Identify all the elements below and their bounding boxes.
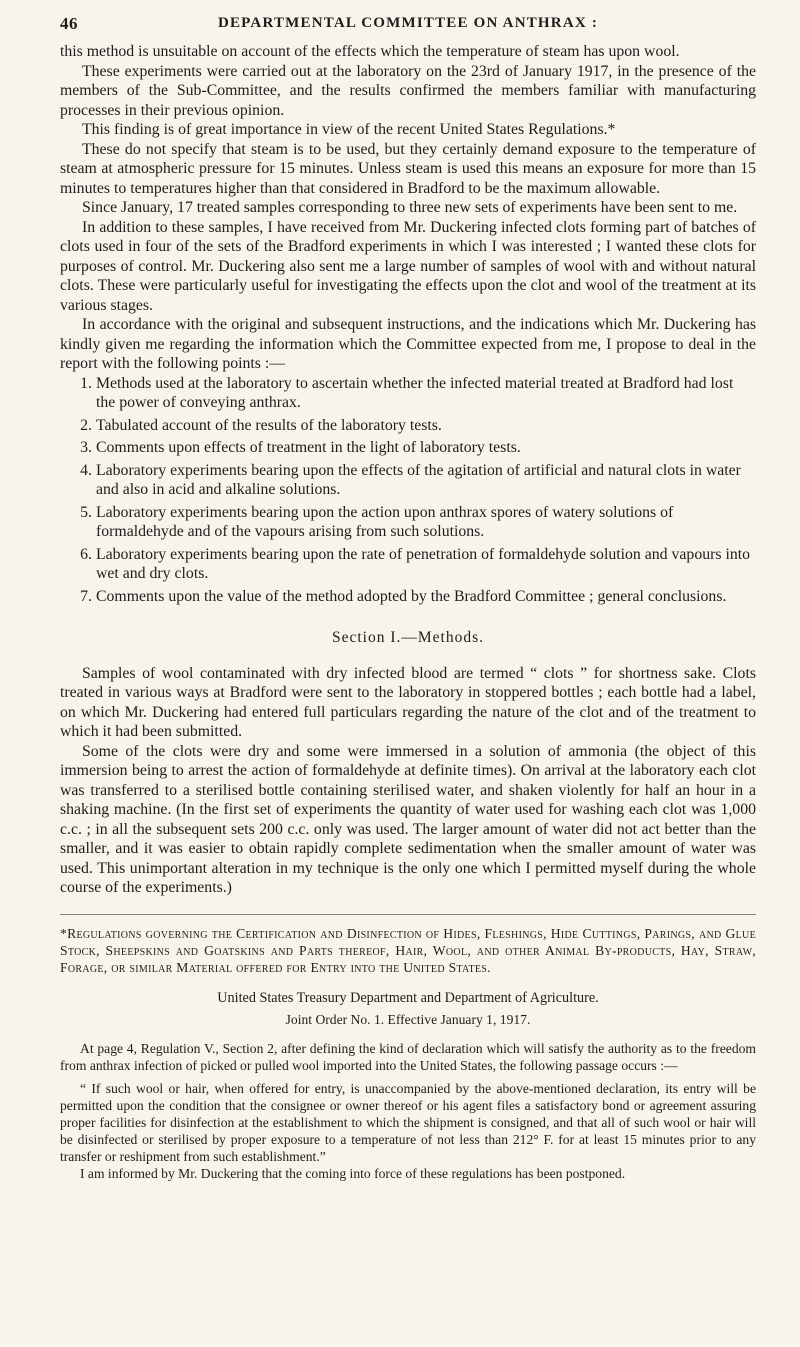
list-item-number: 2. [80,416,92,434]
footnote-title: *Regulations governing the Certification and Disinfection of Hides, Fleshings, Hide Cuttings, Parings, and Glue Stock, Sheepskins and Goatskins and Parts thereof, Hair, Wool, and other Animal By-products, Hay, Straw, Forage, or similar Material offered for Entry into the United States. [60,925,756,975]
list-item-number: 6. [80,545,92,563]
paragraph-some: Some of the clots were dry and some were immersed in a solution of ammonia (the object of this immersion being to arrest the action of formaldehyde at definite times). On arrival at the laboratory each clot was transferred to a sterilised bottle containing sterilised water, and shaken violently for half an hour in a shaking machine. (In the first set of experiments the quantity of water used for washing each clot was 1,000 c.c. ; in all the subsequent sets 200 c.c. only was used. The larger amount of water did not act better than the smaller, and it was easier to obtain rapidly complete sedimentation when the smaller amount of water was used. This unimportant alteration in my technique is the only one which I permitted myself during the whole course of the experiments.) [60,742,756,896]
list-item [80,587,756,607]
list-item-text: Laboratory experiments bearing upon the action upon anthrax spores of watery solutions of formaldehyde and of the vapours arising from such solutions. [96,503,674,540]
paragraph-finding: This finding is of great importance in view of the recent United States Regulations.* [82,121,616,138]
points-list [60,374,756,607]
footnote-joint-order: Joint Order No. 1. Effective January 1, 1917. [285,1011,531,1027]
footnote-paragraph-informed: I am informed by Mr. Duckering that the coming into force of these regulations has been postponed. [80,1165,626,1181]
paragraph-since: Since January, 17 treated samples corresponding to three new sets of experiments have been sent to me. [82,199,738,216]
paragraph-samples: Samples of wool contaminated with dry infected blood are termed “ clots ” for shortness sake. Clots treated in various ways at Bradford were sent to the laboratory in stoppered bottles ; each bottle had a label, on which Mr. Duckering had entered full particulars regarding the nature of the clot and of the treatment to which it had been submitted. [60,664,756,740]
list-item-text: Laboratory experiments bearing upon the effects of the agitation of artificial and natural clots in water and also in acid and alkaline solutions. [96,461,741,498]
paragraph-experiments: These experiments were carried out at the laboratory on the 23rd of January 1917, in the presence of the members of the Sub-Committee, and the results confirmed the members familiar with manufacturing processes in their previous opinion. [60,62,756,119]
paragraph-these-do-not: These do not specify that steam is to be used, but they certainly demand exposure to the temperature of steam at atmospheric pressure for 15 minutes. Unless steam is used this means an exposure for more than 15 minutes to temperatures higher than that considered in Bradford to be the maximum allowable. [60,140,756,197]
list-item [80,416,756,436]
page-number: 46 [60,14,78,33]
list-item-text: Comments upon effects of treatment in the light of laboratory tests. [96,439,521,456]
footnote-department: United States Treasury Department and Department of Agriculture. [217,989,599,1006]
list-item-text: Tabulated account of the results of the laboratory tests. [96,416,442,434]
footnote-quote: “ If such wool or hair, when offered for entry, is unaccompanied by the above-mentioned declaration, its entry will be permitted upon the condition that the consignee or owner thereof or his agent files a satisfactory bond or agreement assuring proper facilities for disinfection at the establishment to which the shipment is consigned, and that all of such wool or hair will be disinfected or sterilised by proper exposure to a temperature of not less than 212° F. for at least 15 minutes prior to any transfer or reshipment from such establishment.” [60,1080,756,1164]
list-item-number: 4. [80,461,92,479]
list-item-text: Comments upon the value of the method adopted by the Bradford Committee ; general conclusions. [96,587,727,605]
list-item [80,545,756,584]
paragraph-continuation: this method is unsuitable on account of the effects which the temperature of steam has upon wool. [60,43,680,60]
footnote-paragraph-page4: At page 4, Regulation V., Section 2, after defining the kind of declaration which will satisfy the authority as to the freedom from anthrax infection of picked or pulled wool imported into the United States, the following passage occurs :— [60,1040,756,1073]
body-text [60,42,756,898]
paragraph-addition: In addition to these samples, I have received from Mr. Duckering infected clots forming part of batches of clots used in four of the sets of the Bradford experiments in which I was interested ; I wanted these clots for purposes of control. Mr. Duckering also sent me a large number of samples of wool with and without natural clots. These were particularly useful for investigating the effects upon the clot and wool of the treatment at its various stages. [60,218,756,314]
list-item-number: 3. [80,439,92,456]
list-item-number: 5. [80,503,92,521]
list-item [80,438,756,458]
list-item [80,374,756,413]
list-item-number: 1. [80,374,92,392]
list-item-text: Laboratory experiments bearing upon the rate of penetration of formaldehyde solution and vapours into wet and dry clots. [96,545,751,582]
footnote [60,925,756,1182]
list-item-number: 7. [80,587,92,605]
list-item [80,503,756,542]
list-item-text: Methods used at the laboratory to ascertain whether the infected material treated at Bradford had lost the power of conveying anthrax. [96,374,734,411]
paragraph-accordance: In accordance with the original and subsequent instructions, and the indications which Mr. Duckering has kindly given me regarding the information which the Committee expected from me, I propose to deal in the report with the following points :— [60,316,756,372]
footnote-divider [60,914,756,915]
running-title: DEPARTMENTAL COMMITTEE ON ANTHRAX : [217,15,599,31]
list-item [80,461,756,500]
page-header [60,14,756,42]
section-heading: Section I.—Methods. [331,629,485,646]
